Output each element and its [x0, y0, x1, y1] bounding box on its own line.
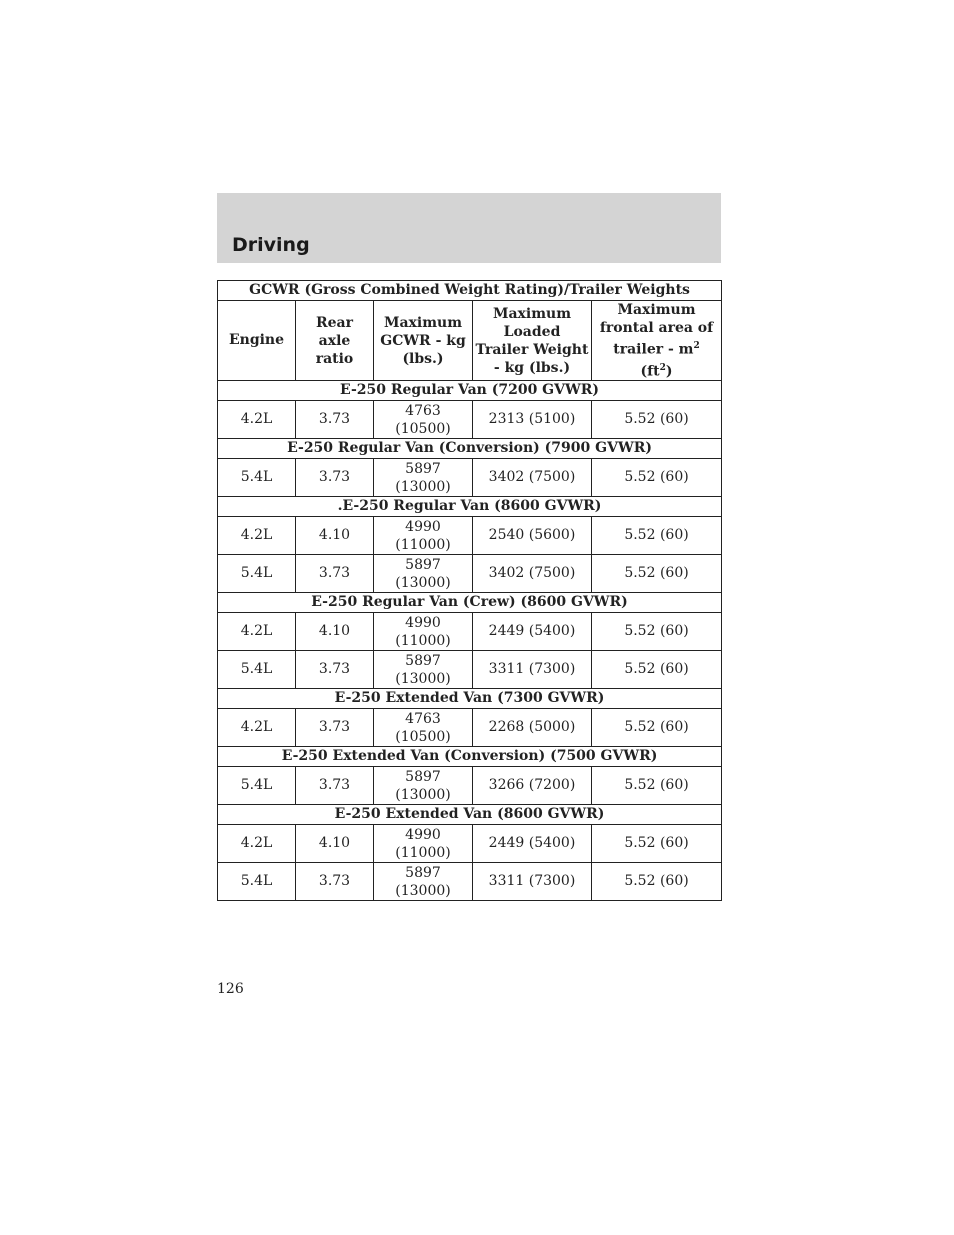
- header-line: Trailer Weight: [475, 341, 589, 358]
- gcwr-kg: 4763: [405, 710, 441, 727]
- cell-max-frontal-area: 5.52 (60): [592, 863, 722, 901]
- section-header-band: [217, 193, 721, 263]
- header-line: ratio: [315, 350, 354, 367]
- cell-max-gcwr: [374, 517, 473, 555]
- column-header-max-trailer-weight: [473, 301, 592, 381]
- gcwr-kg: 5897: [405, 556, 441, 573]
- cell-max-frontal-area: 5.52 (60): [592, 517, 722, 555]
- table-row: [218, 825, 722, 863]
- column-header-max-frontal-area: [592, 301, 722, 381]
- header-line: Maximum: [383, 314, 463, 331]
- header-line: axle: [318, 332, 351, 349]
- cell-max-frontal-area: 5.52 (60): [592, 651, 722, 689]
- cell-engine: 4.2L: [218, 401, 296, 439]
- gcwr-lbs: (11000): [395, 844, 451, 861]
- gcwr-kg: 4990: [405, 614, 441, 631]
- cell-max-trailer-weight: 2268 (5000): [473, 709, 592, 747]
- cell-engine: 4.2L: [218, 709, 296, 747]
- cell-engine: 5.4L: [218, 651, 296, 689]
- column-header-engine: Engine: [218, 301, 296, 381]
- gcwr-lbs: (10500): [395, 420, 451, 437]
- cell-max-trailer-weight: 3402 (7500): [473, 555, 592, 593]
- header-line: frontal area of: [599, 320, 714, 336]
- section-title: Driving: [232, 234, 310, 256]
- section-row-title: E-250 Extended Van (8600 GVWR): [218, 805, 722, 825]
- header-line: Maximum: [617, 302, 696, 318]
- cell-axle-ratio: 4.10: [296, 825, 374, 863]
- gcwr-kg: 4990: [405, 826, 441, 843]
- cell-axle-ratio: 3.73: [296, 651, 374, 689]
- cell-max-frontal-area: 5.52 (60): [592, 401, 722, 439]
- cell-max-gcwr: [374, 863, 473, 901]
- header-line: GCWR - kg: [380, 332, 466, 349]
- table-row: [218, 651, 722, 689]
- section-row-title: E-250 Extended Van (Conversion) (7500 GVWR): [218, 747, 722, 767]
- cell-max-gcwr: [374, 709, 473, 747]
- superscript: 2: [659, 362, 666, 373]
- table-row: [218, 767, 722, 805]
- cell-max-trailer-weight: 2313 (5100): [473, 401, 592, 439]
- cell-axle-ratio: 3.73: [296, 459, 374, 497]
- page-number: 126: [217, 981, 244, 997]
- superscript: 2: [693, 341, 700, 351]
- gcwr-kg: 4990: [405, 518, 441, 535]
- column-header-max-gcwr: [374, 301, 473, 381]
- cell-engine: 5.4L: [218, 555, 296, 593]
- cell-engine: 4.2L: [218, 825, 296, 863]
- cell-max-frontal-area: 5.52 (60): [592, 555, 722, 593]
- table-body: [218, 381, 722, 901]
- cell-max-frontal-area: 5.52 (60): [592, 825, 722, 863]
- gcwr-kg: 5897: [405, 768, 441, 785]
- cell-max-trailer-weight: 3311 (7300): [473, 863, 592, 901]
- table-row: [218, 555, 722, 593]
- table-row: [218, 459, 722, 497]
- cell-max-gcwr: [374, 613, 473, 651]
- cell-max-trailer-weight: 2449 (5400): [473, 613, 592, 651]
- cell-axle-ratio: 3.73: [296, 401, 374, 439]
- table-row: [218, 863, 722, 901]
- table-row: [218, 613, 722, 651]
- cell-max-frontal-area: 5.52 (60): [592, 709, 722, 747]
- gcwr-lbs: (10500): [395, 728, 451, 745]
- cell-max-trailer-weight: 2449 (5400): [473, 825, 592, 863]
- cell-axle-ratio: 3.73: [296, 555, 374, 593]
- cell-max-trailer-weight: 2540 (5600): [473, 517, 592, 555]
- gcwr-kg: 4763: [405, 402, 441, 419]
- cell-max-trailer-weight: 3266 (7200): [473, 767, 592, 805]
- gcwr-kg: 5897: [405, 652, 441, 669]
- gcwr-lbs: (13000): [395, 670, 451, 687]
- table-row: [218, 709, 722, 747]
- cell-max-gcwr: [374, 401, 473, 439]
- cell-axle-ratio: 3.73: [296, 709, 374, 747]
- gcwr-lbs: (13000): [395, 786, 451, 803]
- section-row-title: E-250 Regular Van (Conversion) (7900 GVWR): [218, 439, 722, 459]
- cell-max-frontal-area: 5.52 (60): [592, 459, 722, 497]
- gcwr-lbs: (11000): [395, 536, 451, 553]
- section-row-title: E-250 Extended Van (7300 GVWR): [218, 689, 722, 709]
- table-row: [218, 517, 722, 555]
- cell-max-gcwr: [374, 825, 473, 863]
- header-line: - kg (lbs.): [493, 359, 571, 376]
- cell-axle-ratio: 4.10: [296, 517, 374, 555]
- header-line: Rear: [316, 314, 353, 331]
- header-line: Maximum: [492, 305, 572, 322]
- section-row-title: E-250 Regular Van (7200 GVWR): [218, 381, 722, 401]
- cell-engine: 5.4L: [218, 767, 296, 805]
- gcwr-lbs: (13000): [395, 882, 451, 899]
- header-text: (ft: [640, 363, 660, 380]
- cell-max-gcwr: [374, 555, 473, 593]
- gcwr-lbs: (13000): [395, 574, 451, 591]
- gcwr-kg: 5897: [405, 460, 441, 477]
- cell-max-gcwr: [374, 767, 473, 805]
- gcwr-kg: 5897: [405, 864, 441, 881]
- section-row-title: E-250 Regular Van (Crew) (8600 GVWR): [218, 593, 722, 613]
- cell-max-frontal-area: 5.52 (60): [592, 767, 722, 805]
- cell-max-gcwr: [374, 459, 473, 497]
- header-line: Loaded: [503, 323, 561, 340]
- header-line: [594, 337, 719, 359]
- header-line: [594, 359, 719, 381]
- cell-axle-ratio: 3.73: [296, 863, 374, 901]
- header-text: ): [665, 363, 673, 380]
- gcwr-lbs: (13000): [395, 478, 451, 495]
- table-title: GCWR (Gross Combined Weight Rating)/Trailer Weights: [218, 281, 722, 301]
- cell-max-trailer-weight: 3311 (7300): [473, 651, 592, 689]
- cell-engine: 5.4L: [218, 863, 296, 901]
- cell-axle-ratio: 3.73: [296, 767, 374, 805]
- header-line: (lbs.): [402, 350, 444, 367]
- table-row: [218, 401, 722, 439]
- column-header-rear-axle-ratio: [296, 301, 374, 381]
- cell-max-trailer-weight: 3402 (7500): [473, 459, 592, 497]
- cell-engine: 4.2L: [218, 517, 296, 555]
- section-row-title: .E-250 Regular Van (8600 GVWR): [218, 497, 722, 517]
- cell-max-gcwr: [374, 651, 473, 689]
- header-text: trailer - m: [613, 341, 694, 358]
- cell-engine: 5.4L: [218, 459, 296, 497]
- cell-engine: 4.2L: [218, 613, 296, 651]
- trailer-weights-table: [217, 280, 722, 901]
- cell-max-frontal-area: 5.52 (60): [592, 613, 722, 651]
- gcwr-lbs: (11000): [395, 632, 451, 649]
- cell-axle-ratio: 4.10: [296, 613, 374, 651]
